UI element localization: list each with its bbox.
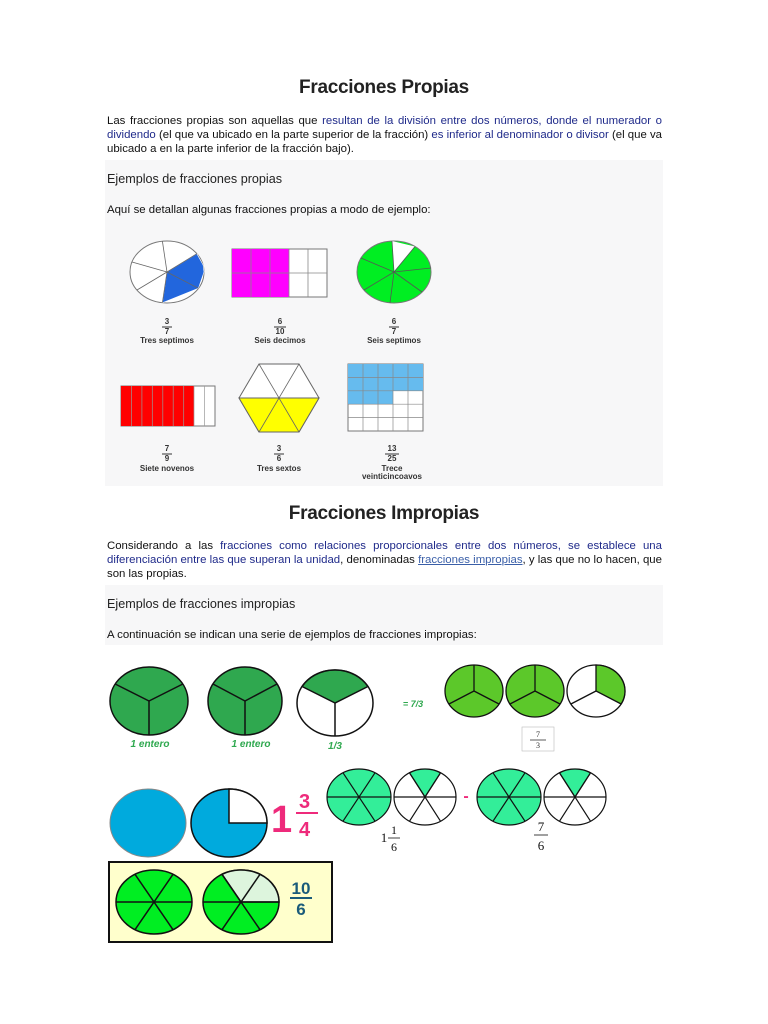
mixed-num: 3: [299, 791, 311, 813]
improper-fractions-figure: [0, 650, 768, 950]
section1-lead: Aquí se detallan algunas fracciones propias a modo de ejemplo:: [107, 204, 431, 216]
circle-sixths-whole-b: [477, 769, 541, 825]
intro-highlight-1: resultan de la división entre dos números, donde el numerador o dividendo: [107, 115, 662, 141]
intro2-text-2: , denominadas: [340, 554, 419, 566]
rect-seven-ninths: [121, 386, 215, 426]
intro2-text-3: , y las que no lo hacen, que son las propias.: [107, 554, 662, 580]
mixed-whole: 1: [271, 799, 293, 841]
mixed-one-one-sixth: [381, 823, 400, 854]
improper-sixth-den: 6: [537, 838, 545, 853]
circle-lime-one-third: [567, 665, 625, 717]
label-one-whole-1: 1 entero: [130, 739, 170, 750]
ex5-num: 3: [276, 444, 282, 453]
mixed-sixth-num: 1: [391, 823, 397, 837]
ex6-den: 25: [387, 454, 397, 463]
pie-three-sevenths: [130, 241, 204, 303]
equals-seven-thirds: = 7/3: [402, 699, 424, 709]
improper-sixth-num: 7: [537, 819, 545, 834]
intro2-text-1: Considerando a las: [107, 540, 221, 552]
ex2-num: 6: [277, 317, 283, 326]
ex1-num: 3: [164, 317, 170, 326]
fraction-seven-sixths: [534, 819, 548, 853]
section1-subheading: Ejemplos de fracciones propias: [107, 172, 283, 186]
circle-sixths-one-sixth: [394, 769, 456, 825]
improper-fractions-link[interactable]: fracciones impropias: [418, 554, 523, 566]
circle-quarters-whole: [110, 789, 186, 857]
label-one-whole-2: 1 entero: [231, 739, 271, 750]
ex2-den: 10: [275, 327, 285, 336]
intro-text-3: (el que va ubicado a en la parte inferior de la fracción bajo).: [107, 129, 662, 155]
ex6-name-2: veinticincoavos: [361, 472, 423, 481]
ex3-num: 6: [391, 317, 397, 326]
circle-thirds-whole-2: [208, 667, 282, 735]
label-one-third: 1/3: [328, 741, 342, 752]
intro-text-1: Las fracciones propias son aquellas que: [107, 115, 323, 127]
section2-intro: [107, 539, 662, 581]
ex5-name: Tres sextos: [256, 464, 302, 473]
ex1-name: Tres septimos: [140, 336, 194, 345]
circle-sixths-whole: [327, 769, 391, 825]
intro-highlight-2: es inferior al denominador o divisor: [431, 129, 609, 141]
proper-fractions-figure: [105, 228, 435, 484]
intro2-highlight: fracciones como relaciones proporcionales entre dos números, se establece una diferenciación entre las que superan la unidad: [107, 540, 662, 566]
section1-title: Fracciones Propias: [299, 77, 469, 98]
ex5-den: 6: [276, 454, 282, 463]
ex4-name: Siete novenos: [139, 464, 195, 473]
intro-text-2: (el que va ubicado en la parte superior de la fracción): [155, 129, 432, 141]
circle-one-third: [297, 670, 373, 736]
hexagon-three-sixths: [239, 364, 319, 432]
dash-sign: -: [463, 788, 469, 805]
ex3-den: 7: [391, 327, 397, 336]
box-fraction-den: 6: [296, 900, 306, 919]
rect-six-tenths: [232, 249, 327, 297]
box-fraction-num: 10: [291, 879, 311, 898]
section2-subheading: Ejemplos de fracciones impropias: [107, 597, 296, 611]
mixed-den: 4: [299, 819, 311, 841]
boxed-ten-sixths: [109, 862, 332, 942]
mixed-sixth-den: 6: [391, 840, 397, 854]
ex1-den: 7: [164, 327, 170, 336]
ex4-num: 7: [164, 444, 170, 453]
ex6-name: Trece: [381, 464, 403, 473]
mixed-sixth-whole: 1: [380, 830, 388, 845]
seven-thirds-den: 3: [536, 741, 540, 750]
ex3-name: Seis septimos: [367, 336, 421, 345]
section1-intro: [107, 114, 662, 156]
fraction-seven-thirds: [522, 727, 554, 751]
pie-six-sevenths: [357, 241, 431, 303]
circle-quarters-three-fourths: [191, 789, 267, 857]
mixed-number-one-three-fourths: [271, 791, 318, 841]
seven-thirds-num: 7: [536, 730, 540, 739]
circle-thirds-whole-1: [110, 667, 188, 735]
circle-lime-whole-1: [445, 665, 503, 717]
circle-lime-whole-2: [506, 665, 564, 717]
circle-sixths-one-sixth-b: [544, 769, 606, 825]
ex6-num: 13: [387, 444, 397, 453]
section2-title: Fracciones Impropias: [288, 503, 480, 524]
ex4-den: 9: [164, 454, 170, 463]
grid-thirteen-twentyfifths: [348, 364, 423, 431]
ex2-name: Seis decimos: [254, 336, 306, 345]
section2-lead: A continuación se indican una serie de ejemplos de fracciones impropias:: [107, 629, 477, 641]
